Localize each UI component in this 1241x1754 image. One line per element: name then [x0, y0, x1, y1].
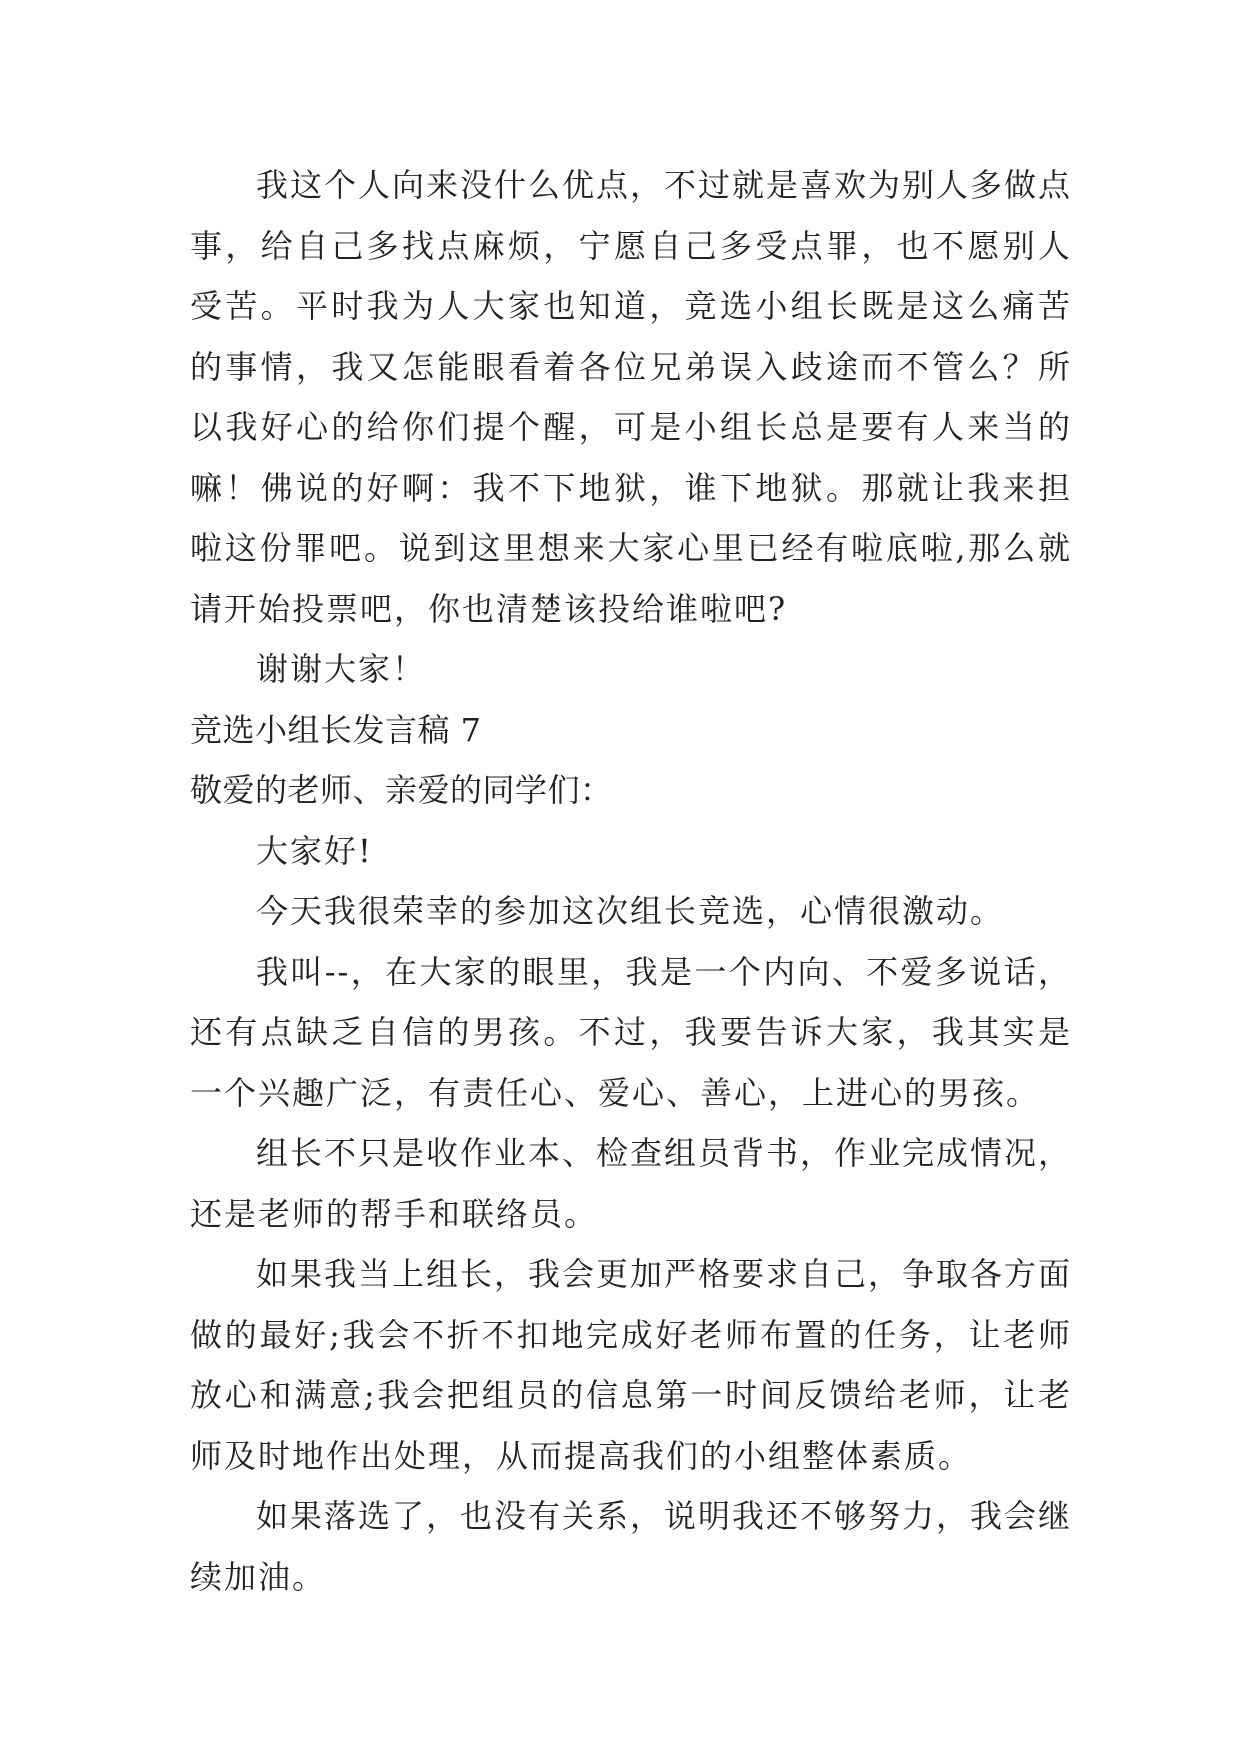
paragraph-self-intro: 我叫--，在大家的眼里，我是一个内向、不爱多说话，还有点缺乏自信的男孩。不过，我要告诉大家，我其实是一个兴趣广泛，有责任心、爱心、善心，上进心的男孩。 [190, 952, 1072, 1112]
paragraph-closing: 如果落选了，也没有关系，说明我还不够努力，我会继续加油。 [190, 1497, 1073, 1596]
greeting: 大家好! [256, 831, 373, 870]
document-body [190, 155, 1072, 1607]
paragraph-promise: 如果我当上组长，我会更加严格要求自己，争取各方面做的最好;我会不折不扣地完成好老师布置的任务，让老师放心和满意;我会把组员的信息第一时间反馈给老师，让老师及时地作出处理，从而提高我们的小组整体素质。 [190, 1255, 1073, 1475]
salutation: 敬爱的老师、亲爱的同学们： [190, 771, 613, 809]
paragraph-thanks: 谢谢大家！ [256, 650, 427, 688]
section-heading: 竞选小组长发言稿 7 [190, 710, 482, 749]
paragraph-intro: 我这个人向来没什么优点，不过就是喜欢为别人多做点事，给自己多找点麻烦，宁愿自己多受点罪，也不愿别人受苦。平时我为人大家也知道，竞选小组长既是这么痛苦的事情，我又怎能眼看着各位兄弟误入歧途而不管么？所以我好心的给你们提个醒，可是小组长总是要有人来当的嘛！佛说的好啊：我不下地狱，谁下地狱。那就让我来担啦这份罪吧。说到这里想来大家心里已经有啦底啦,那么就请开始投票吧，你也清楚该投给谁啦吧? [190, 166, 1073, 628]
paragraph-opening: 今天我很荣幸的参加这次组长竞选，心情很激动。 [256, 892, 1005, 930]
paragraph-role: 组长不只是收作业本、检查组员背书，作业完成情况，还是老师的帮手和联络员。 [190, 1134, 1073, 1233]
